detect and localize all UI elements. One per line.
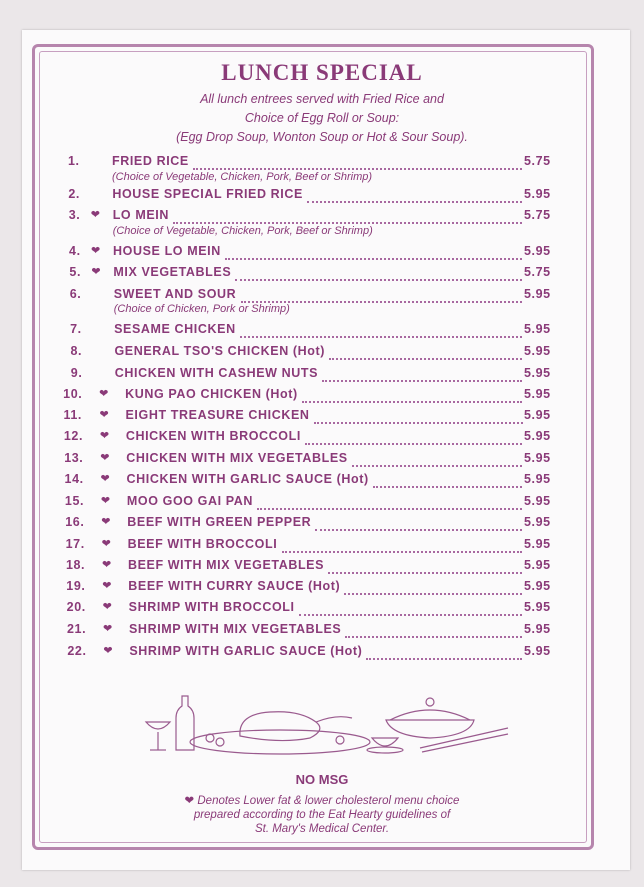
menu-item-name: SHRIMP WITH BROCCOLI: [128, 600, 295, 614]
dot-leader: [345, 636, 522, 638]
menu-item-name: GENERAL TSO'S CHICKEN (Hot): [114, 344, 326, 358]
dot-leader: [352, 465, 522, 467]
menu-item-price: 5.95: [523, 537, 551, 551]
dot-leader: [373, 486, 522, 488]
menu-item-number: 15.: [64, 494, 85, 508]
menu-item: [64, 429, 564, 449]
dot-leader: [322, 380, 522, 382]
menu-item: [65, 494, 565, 514]
menu-item-name: BEEF WITH MIX VEGETABLES: [127, 558, 325, 572]
menu-item-number: 18.: [65, 558, 86, 572]
heart-legend: [0, 794, 644, 836]
menu-item-price: 5.95: [523, 366, 551, 380]
menu-item-number: 7.: [70, 322, 82, 336]
heart-icon: ❤: [91, 245, 101, 257]
heart-icon: ❤: [91, 266, 102, 278]
menu-item-price: 5.95: [523, 644, 551, 658]
menu-item-number: 3.: [68, 208, 81, 222]
menu-item-price: 5.95: [523, 600, 551, 614]
dot-leader: [225, 258, 522, 260]
heart-icon: ❤: [101, 516, 112, 528]
menu-item-number: 21.: [67, 622, 87, 636]
menu-item-name: CHICKEN WITH BROCCOLI: [125, 429, 301, 443]
dot-leader: [328, 572, 522, 574]
dot-leader: [257, 508, 522, 510]
menu-item-number: 9.: [70, 366, 83, 380]
dot-leader: [299, 614, 522, 616]
menu-item: [67, 600, 567, 620]
menu-item-number: 22.: [67, 644, 87, 658]
menu-item-price: 5.95: [524, 622, 551, 636]
menu-item-price: 5.95: [523, 451, 551, 465]
menu-item-number: 16.: [65, 515, 85, 529]
intro-line-2: Choice of Egg Roll or Soup:: [244, 111, 400, 125]
menu-item-name: SHRIMP WITH GARLIC SAUCE (Hot): [129, 644, 363, 658]
heart-legend-line-1: ❤ Denotes Lower fat & lower cholesterol menu choice: [184, 795, 460, 807]
heart-icon: ❤: [99, 409, 110, 421]
heart-icon: ❤: [100, 473, 111, 485]
menu-item: [67, 644, 567, 664]
heart-icon: ❤: [103, 623, 113, 635]
heart-icon: ❤: [184, 795, 195, 807]
menu-item-name: HOUSE SPECIAL FRIED RICE: [112, 187, 303, 201]
dot-leader: [235, 279, 522, 281]
menu-item-price: 5.95: [524, 408, 551, 422]
heart-icon: ❤: [100, 452, 111, 464]
menu-item-name: SHRIMP WITH MIX VEGETABLES: [129, 622, 342, 636]
menu-item-number: 8.: [70, 344, 83, 358]
heart-icon: ❤: [100, 495, 111, 507]
menu-item-price: 5.95: [523, 187, 551, 201]
menu-item-number: 6.: [69, 287, 82, 301]
heart-icon: ❤: [103, 645, 114, 657]
menu-item-name: LO MEIN: [112, 208, 169, 222]
menu-item-price: 5.95: [524, 515, 551, 529]
menu-item-number: 1.: [68, 154, 80, 168]
menu-item: [63, 366, 563, 386]
menu-item-name: MOO GOO GAI PAN: [126, 494, 254, 508]
dot-leader: [344, 593, 522, 595]
menu-item-name: FRIED RICE: [112, 154, 189, 168]
heart-icon: ❤: [101, 538, 112, 550]
dot-leader: [240, 336, 522, 338]
menu-item-number: 2.: [68, 187, 80, 201]
menu-item-name: BEEF WITH GREEN PEPPER: [127, 515, 312, 529]
dot-leader: [173, 222, 522, 224]
menu-item-number: 20.: [66, 600, 86, 614]
menu-item-note: (Choice of Vegetable, Chicken, Pork, Beef or Shrimp): [112, 225, 373, 237]
menu-item: [65, 472, 565, 492]
menu-item: [60, 187, 560, 207]
intro-line-3: (Egg Drop Soup, Wonton Soup or Hot & Sour Soup).: [176, 130, 468, 144]
heart-icon: ❤: [102, 601, 113, 613]
dot-leader: [314, 422, 523, 424]
menu-item-number: 4.: [69, 244, 81, 258]
heart-icon: ❤: [99, 430, 110, 442]
menu-item: [64, 451, 564, 471]
menu-item-name: BEEF WITH BROCCOLI: [127, 537, 278, 551]
menu-item: [62, 322, 562, 342]
menu-item-name: EIGHT TREASURE CHICKEN: [125, 408, 310, 422]
menu-item-price: 5.95: [523, 472, 551, 486]
no-msg-label: NO MSG: [295, 772, 349, 787]
menu-item-name: CHICKEN WITH CASHEW NUTS: [114, 366, 319, 380]
dot-leader: [302, 401, 522, 403]
menu-item-price: 5.95: [524, 287, 551, 301]
menu-item-number: 19.: [66, 579, 86, 593]
menu-item: [67, 622, 567, 642]
food-illustration: [140, 692, 510, 762]
dot-leader: [329, 358, 522, 360]
heart-legend-line-2: prepared according to the Eat Hearty guidelines of: [193, 809, 451, 821]
menu-item: [66, 558, 566, 578]
dot-leader: [193, 168, 522, 170]
menu-item: [66, 579, 566, 599]
menu-item-price: 5.75: [524, 154, 551, 168]
heart-icon: ❤: [101, 559, 112, 571]
page-title: LUNCH SPECIAL: [221, 60, 423, 85]
menu-item-number: 14.: [64, 472, 84, 486]
menu-item-price: 5.95: [523, 344, 551, 358]
menu-item-number: 12.: [63, 429, 84, 443]
dot-leader: [315, 529, 522, 531]
menu-item-price: 5.75: [523, 265, 551, 279]
dot-leader: [282, 551, 522, 553]
menu-item-number: 5.: [69, 265, 82, 279]
menu-item-price: 5.95: [523, 429, 551, 443]
heart-icon: ❤: [102, 580, 113, 592]
heart-icon: ❤: [90, 209, 101, 221]
menu-item-name: KUNG PAO CHICKEN (Hot): [125, 387, 298, 401]
menu-item-price: 5.95: [523, 579, 551, 593]
menu-item-price: 5.95: [523, 558, 551, 572]
menu-item-price: 5.95: [523, 387, 551, 401]
menu-item: [65, 515, 565, 535]
menu-item: [64, 408, 564, 428]
heart-icon: ❤: [99, 388, 109, 400]
menu-item-name: CHICKEN WITH MIX VEGETABLES: [126, 451, 348, 465]
menu-item-name: BEEF WITH CURRY SAUCE (Hot): [128, 579, 341, 593]
menu-item: [62, 344, 562, 364]
menu-item: [61, 265, 561, 285]
menu-item-name: MIX VEGETABLES: [113, 265, 232, 279]
menu-item: [61, 244, 561, 264]
menu-item-note: (Choice of Chicken, Pork or Shrimp): [113, 303, 290, 315]
menu-item: [66, 537, 566, 557]
menu-item-number: 10.: [63, 387, 83, 401]
menu-item-price: 5.95: [523, 244, 551, 258]
menu-item-name: SWEET AND SOUR: [113, 287, 237, 301]
menu-item-price: 5.95: [523, 494, 551, 508]
menu-item-number: 17.: [65, 537, 85, 551]
menu-item-price: 5.95: [523, 322, 551, 336]
menu-item: [63, 387, 563, 407]
dot-leader: [366, 658, 522, 660]
intro-text: [0, 90, 644, 147]
intro-line-1: All lunch entrees served with Fried Rice and: [200, 92, 444, 106]
menu-item-number: 11.: [63, 408, 82, 422]
menu-item-note: (Choice of Vegetable, Chicken, Pork, Beef or Shrimp): [112, 171, 373, 183]
menu-item-name: CHICKEN WITH GARLIC SAUCE (Hot): [126, 472, 369, 486]
menu-item-name: SESAME CHICKEN: [114, 322, 236, 336]
menu-item-price: 5.75: [523, 208, 551, 222]
menu-item-name: HOUSE LO MEIN: [113, 244, 221, 258]
dot-leader: [305, 443, 522, 445]
heart-legend-line-3: St. Mary's Medical Center.: [254, 823, 390, 835]
dot-leader: [307, 201, 522, 203]
menu-item-number: 13.: [64, 451, 84, 465]
